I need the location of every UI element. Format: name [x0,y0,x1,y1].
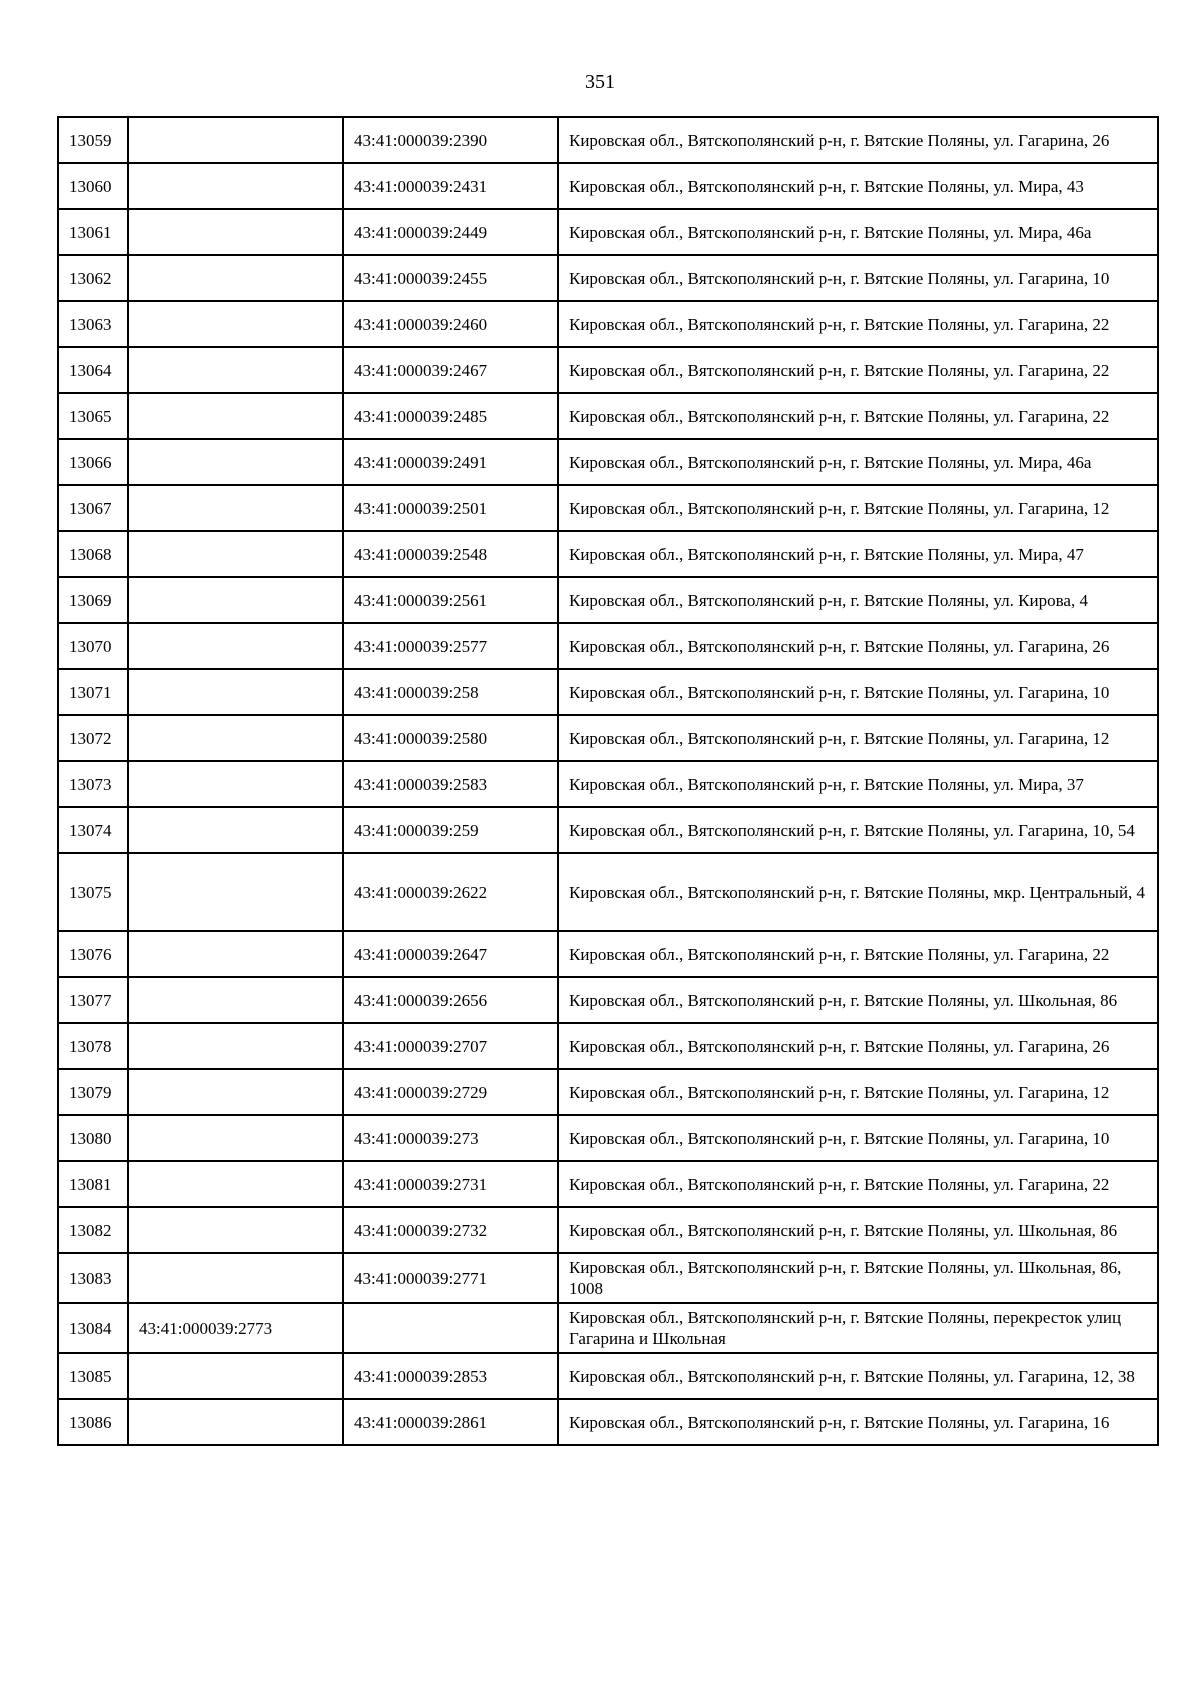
row-number-cell: 13067 [58,485,128,531]
table-row [58,577,1158,623]
cadastral-number-cell: 43:41:000039:2501 [343,485,558,531]
land-parcel-number-cell [128,209,343,255]
table-row [58,1069,1158,1115]
land-parcel-number-cell [128,977,343,1023]
row-number-cell: 13065 [58,393,128,439]
table-row [58,1207,1158,1253]
table-row [58,393,1158,439]
address-cell: Кировская обл., Вятскополянский р-н, г. Вятские Поляны, ул. Гагарина, 10 [558,669,1158,715]
cadastral-number-cell: 43:41:000039:2732 [343,1207,558,1253]
table-row [58,977,1158,1023]
cadastral-number-cell: 43:41:000039:2580 [343,715,558,761]
table-row [58,853,1158,931]
cadastral-number-cell: 43:41:000039:2656 [343,977,558,1023]
row-number-cell: 13068 [58,531,128,577]
land-parcel-number-cell [128,1069,343,1115]
address-cell: Кировская обл., Вятскополянский р-н, г. Вятские Поляны, перекресток улиц Гагарина и Школьная [558,1303,1158,1353]
row-number-cell: 13077 [58,977,128,1023]
row-number-cell: 13073 [58,761,128,807]
table-row [58,1353,1158,1399]
table-row [58,255,1158,301]
table-row [58,669,1158,715]
address-cell: Кировская обл., Вятскополянский р-н, г. Вятские Поляны, ул. Гагарина, 22 [558,301,1158,347]
cadastral-number-cell: 43:41:000039:2548 [343,531,558,577]
land-parcel-number-cell [128,623,343,669]
cadastral-number-cell: 43:41:000039:2731 [343,1161,558,1207]
row-number-cell: 13081 [58,1161,128,1207]
row-number-cell: 13074 [58,807,128,853]
row-number-cell: 13079 [58,1069,128,1115]
cadastral-number-cell: 43:41:000039:2577 [343,623,558,669]
land-parcel-number-cell [128,485,343,531]
cadastral-number-cell: 43:41:000039:273 [343,1115,558,1161]
land-parcel-number-cell: 43:41:000039:2773 [128,1303,343,1353]
cadastral-number-cell: 43:41:000039:2729 [343,1069,558,1115]
address-cell: Кировская обл., Вятскополянский р-н, г. Вятские Поляны, ул. Мира, 47 [558,531,1158,577]
address-cell: Кировская обл., Вятскополянский р-н, г. Вятские Поляны, мкр. Центральный, 4 [558,853,1158,931]
address-cell: Кировская обл., Вятскополянский р-н, г. Вятские Поляны, ул. Гагарина, 10 [558,255,1158,301]
address-cell: Кировская обл., Вятскополянский р-н, г. Вятские Поляны, ул. Гагарина, 22 [558,1161,1158,1207]
table-row [58,347,1158,393]
row-number-cell: 13076 [58,931,128,977]
row-number-cell: 13069 [58,577,128,623]
cadastral-number-cell: 43:41:000039:2622 [343,853,558,931]
land-parcel-number-cell [128,669,343,715]
table-row [58,1253,1158,1303]
land-parcel-number-cell [128,577,343,623]
cadastral-number-cell: 43:41:000039:259 [343,807,558,853]
cadastral-number-cell: 43:41:000039:2771 [343,1253,558,1303]
table-row [58,485,1158,531]
table-row [58,163,1158,209]
row-number-cell: 13071 [58,669,128,715]
address-cell: Кировская обл., Вятскополянский р-н, г. Вятские Поляны, ул. Гагарина, 10 [558,1115,1158,1161]
table-row [58,1115,1158,1161]
address-cell: Кировская обл., Вятскополянский р-н, г. Вятские Поляны, ул. Мира, 43 [558,163,1158,209]
land-parcel-number-cell [128,439,343,485]
table-row [58,1303,1158,1353]
table-row [58,301,1158,347]
row-number-cell: 13084 [58,1303,128,1353]
address-cell: Кировская обл., Вятскополянский р-н, г. Вятские Поляны, ул. Кирова, 4 [558,577,1158,623]
row-number-cell: 13063 [58,301,128,347]
cadastral-number-cell: 43:41:000039:2707 [343,1023,558,1069]
cadastral-number-cell: 43:41:000039:2491 [343,439,558,485]
row-number-cell: 13064 [58,347,128,393]
land-parcel-number-cell [128,1115,343,1161]
land-parcel-number-cell [128,1399,343,1445]
cadastral-number-cell: 43:41:000039:2460 [343,301,558,347]
row-number-cell: 13066 [58,439,128,485]
address-cell: Кировская обл., Вятскополянский р-н, г. Вятские Поляны, ул. Гагарина, 22 [558,347,1158,393]
cadastral-number-cell: 43:41:000039:2449 [343,209,558,255]
row-number-cell: 13061 [58,209,128,255]
table-row [58,1399,1158,1445]
row-number-cell: 13086 [58,1399,128,1445]
land-parcel-number-cell [128,393,343,439]
cadastral-number-cell: 43:41:000039:2647 [343,931,558,977]
row-number-cell: 13062 [58,255,128,301]
cadastral-number-cell: 43:41:000039:2431 [343,163,558,209]
address-cell: Кировская обл., Вятскополянский р-н, г. Вятские Поляны, ул. Гагарина, 22 [558,393,1158,439]
address-cell: Кировская обл., Вятскополянский р-н, г. Вятские Поляны, ул. Школьная, 86 [558,1207,1158,1253]
address-cell: Кировская обл., Вятскополянский р-н, г. Вятские Поляны, ул. Мира, 37 [558,761,1158,807]
table-row [58,715,1158,761]
table-row [58,531,1158,577]
cadastral-number-cell: 43:41:000039:2390 [343,117,558,163]
address-cell: Кировская обл., Вятскополянский р-н, г. Вятские Поляны, ул. Гагарина, 10, 54 [558,807,1158,853]
page-number: 351 [585,71,615,93]
row-number-cell: 13085 [58,1353,128,1399]
row-number-cell: 13082 [58,1207,128,1253]
table-row [58,761,1158,807]
land-parcel-number-cell [128,931,343,977]
land-parcel-number-cell [128,807,343,853]
row-number-cell: 13078 [58,1023,128,1069]
address-cell: Кировская обл., Вятскополянский р-н, г. Вятские Поляны, ул. Гагарина, 26 [558,623,1158,669]
row-number-cell: 13083 [58,1253,128,1303]
address-cell: Кировская обл., Вятскополянский р-н, г. Вятские Поляны, ул. Мира, 46а [558,209,1158,255]
cadastral-number-cell: 43:41:000039:2861 [343,1399,558,1445]
row-number-cell: 13072 [58,715,128,761]
land-parcel-number-cell [128,255,343,301]
cadastral-number-cell: 43:41:000039:2485 [343,393,558,439]
table-row [58,931,1158,977]
cadastral-number-cell: 43:41:000039:2561 [343,577,558,623]
address-cell: Кировская обл., Вятскополянский р-н, г. Вятские Поляны, ул. Гагарина, 12 [558,485,1158,531]
land-parcel-number-cell [128,715,343,761]
address-cell: Кировская обл., Вятскополянский р-н, г. Вятские Поляны, ул. Гагарина, 16 [558,1399,1158,1445]
registry-table [57,116,1159,1446]
land-parcel-number-cell [128,1161,343,1207]
land-parcel-number-cell [128,117,343,163]
cadastral-number-cell: 43:41:000039:2583 [343,761,558,807]
address-cell: Кировская обл., Вятскополянский р-н, г. Вятские Поляны, ул. Гагарина, 12 [558,715,1158,761]
cadastral-number-cell: 43:41:000039:2467 [343,347,558,393]
table-row [58,117,1158,163]
table-row [58,1023,1158,1069]
table-row [58,439,1158,485]
table-row [58,1161,1158,1207]
cadastral-number-cell: 43:41:000039:2853 [343,1353,558,1399]
cadastral-number-cell: 43:41:000039:258 [343,669,558,715]
land-parcel-number-cell [128,301,343,347]
row-number-cell: 13075 [58,853,128,931]
registry-table-body [58,117,1158,1445]
table-row [58,209,1158,255]
cadastral-number-cell: 43:41:000039:2455 [343,255,558,301]
address-cell: Кировская обл., Вятскополянский р-н, г. Вятские Поляны, ул. Гагарина, 22 [558,931,1158,977]
table-row [58,807,1158,853]
table-row [58,623,1158,669]
row-number-cell: 13059 [58,117,128,163]
address-cell: Кировская обл., Вятскополянский р-н, г. Вятские Поляны, ул. Гагарина, 26 [558,1023,1158,1069]
row-number-cell: 13080 [58,1115,128,1161]
address-cell: Кировская обл., Вятскополянский р-н, г. Вятские Поляны, ул. Гагарина, 12 [558,1069,1158,1115]
row-number-cell: 13060 [58,163,128,209]
land-parcel-number-cell [128,163,343,209]
land-parcel-number-cell [128,1353,343,1399]
land-parcel-number-cell [128,1253,343,1303]
row-number-cell: 13070 [58,623,128,669]
land-parcel-number-cell [128,531,343,577]
land-parcel-number-cell [128,347,343,393]
land-parcel-number-cell [128,853,343,931]
address-cell: Кировская обл., Вятскополянский р-н, г. Вятские Поляны, ул. Гагарина, 12, 38 [558,1353,1158,1399]
address-cell: Кировская обл., Вятскополянский р-н, г. Вятские Поляны, ул. Школьная, 86 [558,977,1158,1023]
address-cell: Кировская обл., Вятскополянский р-н, г. Вятские Поляны, ул. Мира, 46а [558,439,1158,485]
land-parcel-number-cell [128,1207,343,1253]
address-cell: Кировская обл., Вятскополянский р-н, г. Вятские Поляны, ул. Школьная, 86, 1008 [558,1253,1158,1303]
land-parcel-number-cell [128,761,343,807]
land-parcel-number-cell [128,1023,343,1069]
cadastral-number-cell [343,1303,558,1353]
address-cell: Кировская обл., Вятскополянский р-н, г. Вятские Поляны, ул. Гагарина, 26 [558,117,1158,163]
